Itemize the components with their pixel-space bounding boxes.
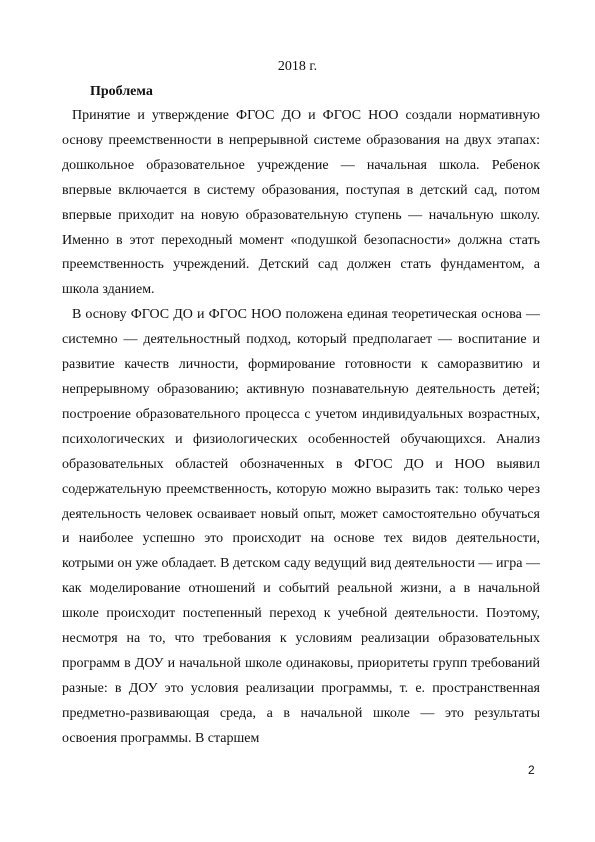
- page-number: 2: [528, 763, 535, 777]
- section-heading: Проблема: [90, 84, 153, 99]
- paragraph-1: Принятие и утверждение ФГОС ДО и ФГОС НОО создали нормативную основу преемственности в непрерывной системе образования на двух этапах: дошкольное образовательное учреждение — начальная школа. Ребенок впервые включается в систему образования, поступая в детский сад, потом впервые приходит на новую образовательную ступень — начальную школу. Именно в этот переходный момент «подушкой безопасности» должна стать преемственность учреждений. Детский сад должен стать фундаментом, а школа зданием.: [62, 108, 540, 298]
- body-text: [62, 104, 540, 752]
- document-year: 2018 г.: [277, 59, 318, 74]
- paragraph-2: В основу ФГОС ДО и ФГОС НОО положена единая теоретическая основа — системно — деятельностный подход, который предполагает — воспитание и развитие качеств личности, формирование готовности к саморазвитию и непрерывному образованию; активную познавательную деятельность детей; построение образовательного процесса с учетом индивидуальных возрастных, психологических и физиологических особенностей обучающихся. Анализ образовательных областей обозначенных в ФГОС ДО и НОО выявил содержательную преемственность, которую можно выразить так: только через деятельность человек осваивает новый опыт, может самостоятельно обучаться и наиболее успешно это происходит на основе тех видов деятельности, котрыми он уже обладает. В детском саду ведущий вид деятельности — игра — как моделирование отношений и событий реальной жизни, а в начальной школе происходит постепенный переход к учебной деятельности. Поэтому, несмотря на то, что требования к условиям реализации образовательных программ в ДОУ и начальной школе одинаковы, приоритеты групп требований разные: в ДОУ это условия реализации программы, т. е. пространственная предметно-развивающая среда, а в начальной школе — это результаты освоения программы. В старшем: [62, 307, 540, 746]
